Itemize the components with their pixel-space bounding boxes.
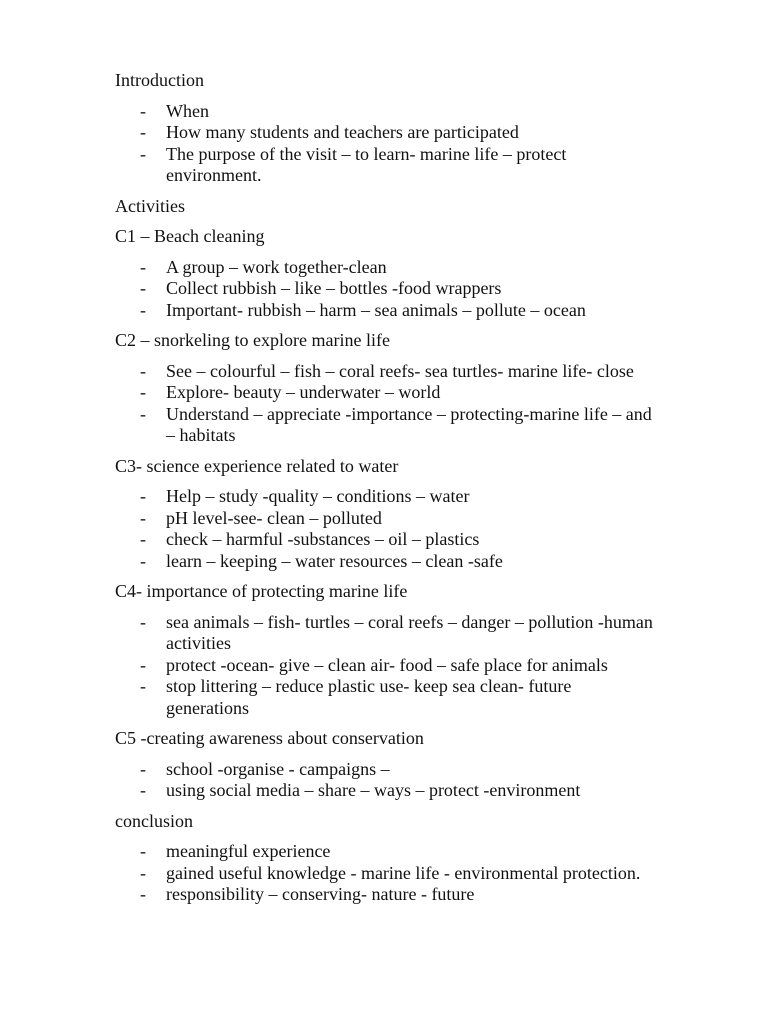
list-item: [115, 676, 655, 719]
list-item-text: Collect rubbish – like – bottles -food wrappers: [166, 278, 502, 298]
list-item-text: check – harmful -substances – oil – plastics: [166, 529, 480, 549]
list-item: [115, 361, 655, 383]
list-item: [115, 404, 655, 447]
bullet-list: [115, 257, 768, 322]
bullet-list: [115, 361, 768, 447]
list-item-text: using social media – share – ways – protect -environment: [166, 780, 581, 800]
list-item: [115, 144, 655, 187]
section-heading: conclusion: [115, 810, 193, 831]
list-item: [115, 612, 655, 655]
bullet-dash-icon: -: [140, 841, 146, 861]
bullet-dash-icon: -: [140, 884, 146, 904]
list-item-text: How many students and teachers are participated: [166, 122, 519, 142]
list-item: [115, 759, 655, 781]
list-item: [115, 863, 655, 885]
bullet-list: [115, 841, 768, 906]
list-item-text: school -organise - campaigns –: [166, 758, 390, 779]
list-item-text: See – colourful – fish – coral reefs- sea turtles- marine life- close: [166, 360, 634, 381]
list-item: [115, 841, 655, 863]
bullet-dash-icon: -: [140, 299, 146, 320]
section-heading: C4- importance of protecting marine life: [115, 581, 408, 601]
bullet-dash-icon: -: [140, 550, 146, 571]
bullet-dash-icon: -: [140, 360, 146, 381]
list-item-text: stop littering – reduce plastic use- keep sea clean- future generations: [166, 676, 572, 718]
list-item: [115, 655, 655, 677]
list-item: [115, 382, 655, 404]
bullet-dash-icon: -: [140, 611, 146, 632]
list-item-text: Help – study -quality – conditions – water: [166, 486, 470, 506]
section-heading: C5 -creating awareness about conservation: [115, 728, 424, 748]
list-item: [115, 551, 655, 573]
list-item: [115, 122, 655, 144]
list-item: [115, 278, 655, 300]
list-item-text: pH level-see- clean – polluted: [166, 507, 382, 528]
bullet-list: [115, 759, 768, 802]
list-item-text: learn – keeping – water resources – clean -safe: [166, 550, 503, 571]
bullet-dash-icon: -: [140, 122, 146, 142]
bullet-dash-icon: -: [140, 676, 146, 696]
list-item-text: sea animals – fish- turtles – coral reefs – danger – pollution -human activities: [166, 611, 653, 653]
section-heading: C1 – Beach cleaning: [115, 226, 265, 246]
bullet-dash-icon: -: [140, 256, 146, 277]
section-heading: Introduction: [115, 70, 204, 90]
bullet-dash-icon: -: [140, 486, 146, 506]
list-item-text: A group – work together-clean: [166, 256, 387, 277]
list-item: [115, 884, 655, 906]
list-item: [115, 486, 655, 508]
section-heading: Activities: [115, 195, 185, 216]
list-item: [115, 257, 655, 279]
bullet-list: [115, 612, 768, 720]
bullet-dash-icon: -: [140, 403, 146, 424]
bullet-dash-icon: -: [140, 654, 146, 675]
bullet-dash-icon: -: [140, 382, 146, 402]
list-item-text: The purpose of the visit – to learn- marine life – protect environment.: [166, 143, 567, 185]
list-item-text: Explore- beauty – underwater – world: [166, 382, 441, 402]
section-heading: C3- science experience related to water: [115, 455, 399, 476]
bullet-dash-icon: -: [140, 758, 146, 779]
list-item-text: meaningful experience: [166, 841, 331, 861]
list-item-text: gained useful knowledge - marine life - environmental protection.: [166, 862, 641, 883]
section-heading: C2 – snorkeling to explore marine life: [115, 330, 390, 350]
bullet-list: [115, 101, 768, 187]
bullet-dash-icon: -: [140, 529, 146, 549]
bullet-list: [115, 486, 768, 572]
bullet-dash-icon: -: [140, 100, 146, 121]
list-item: [115, 529, 655, 551]
list-item-text: protect -ocean- give – clean air- food – safe place for animals: [166, 654, 608, 675]
list-item-text: Important- rubbish – harm – sea animals – pollute – ocean: [166, 299, 586, 320]
bullet-dash-icon: -: [140, 780, 146, 800]
list-item: [115, 300, 655, 322]
list-item-text: When: [166, 100, 209, 121]
document-content: [115, 70, 768, 906]
list-item: [115, 780, 655, 802]
list-item-text: responsibility – conserving- nature - future: [166, 884, 475, 904]
bullet-dash-icon: -: [140, 507, 146, 528]
bullet-dash-icon: -: [140, 278, 146, 298]
bullet-dash-icon: -: [140, 862, 146, 883]
list-item: [115, 508, 655, 530]
list-item: [115, 101, 655, 123]
bullet-dash-icon: -: [140, 143, 146, 164]
list-item-text: Understand – appreciate -importance – protecting-marine life – and – habitats: [166, 403, 652, 445]
